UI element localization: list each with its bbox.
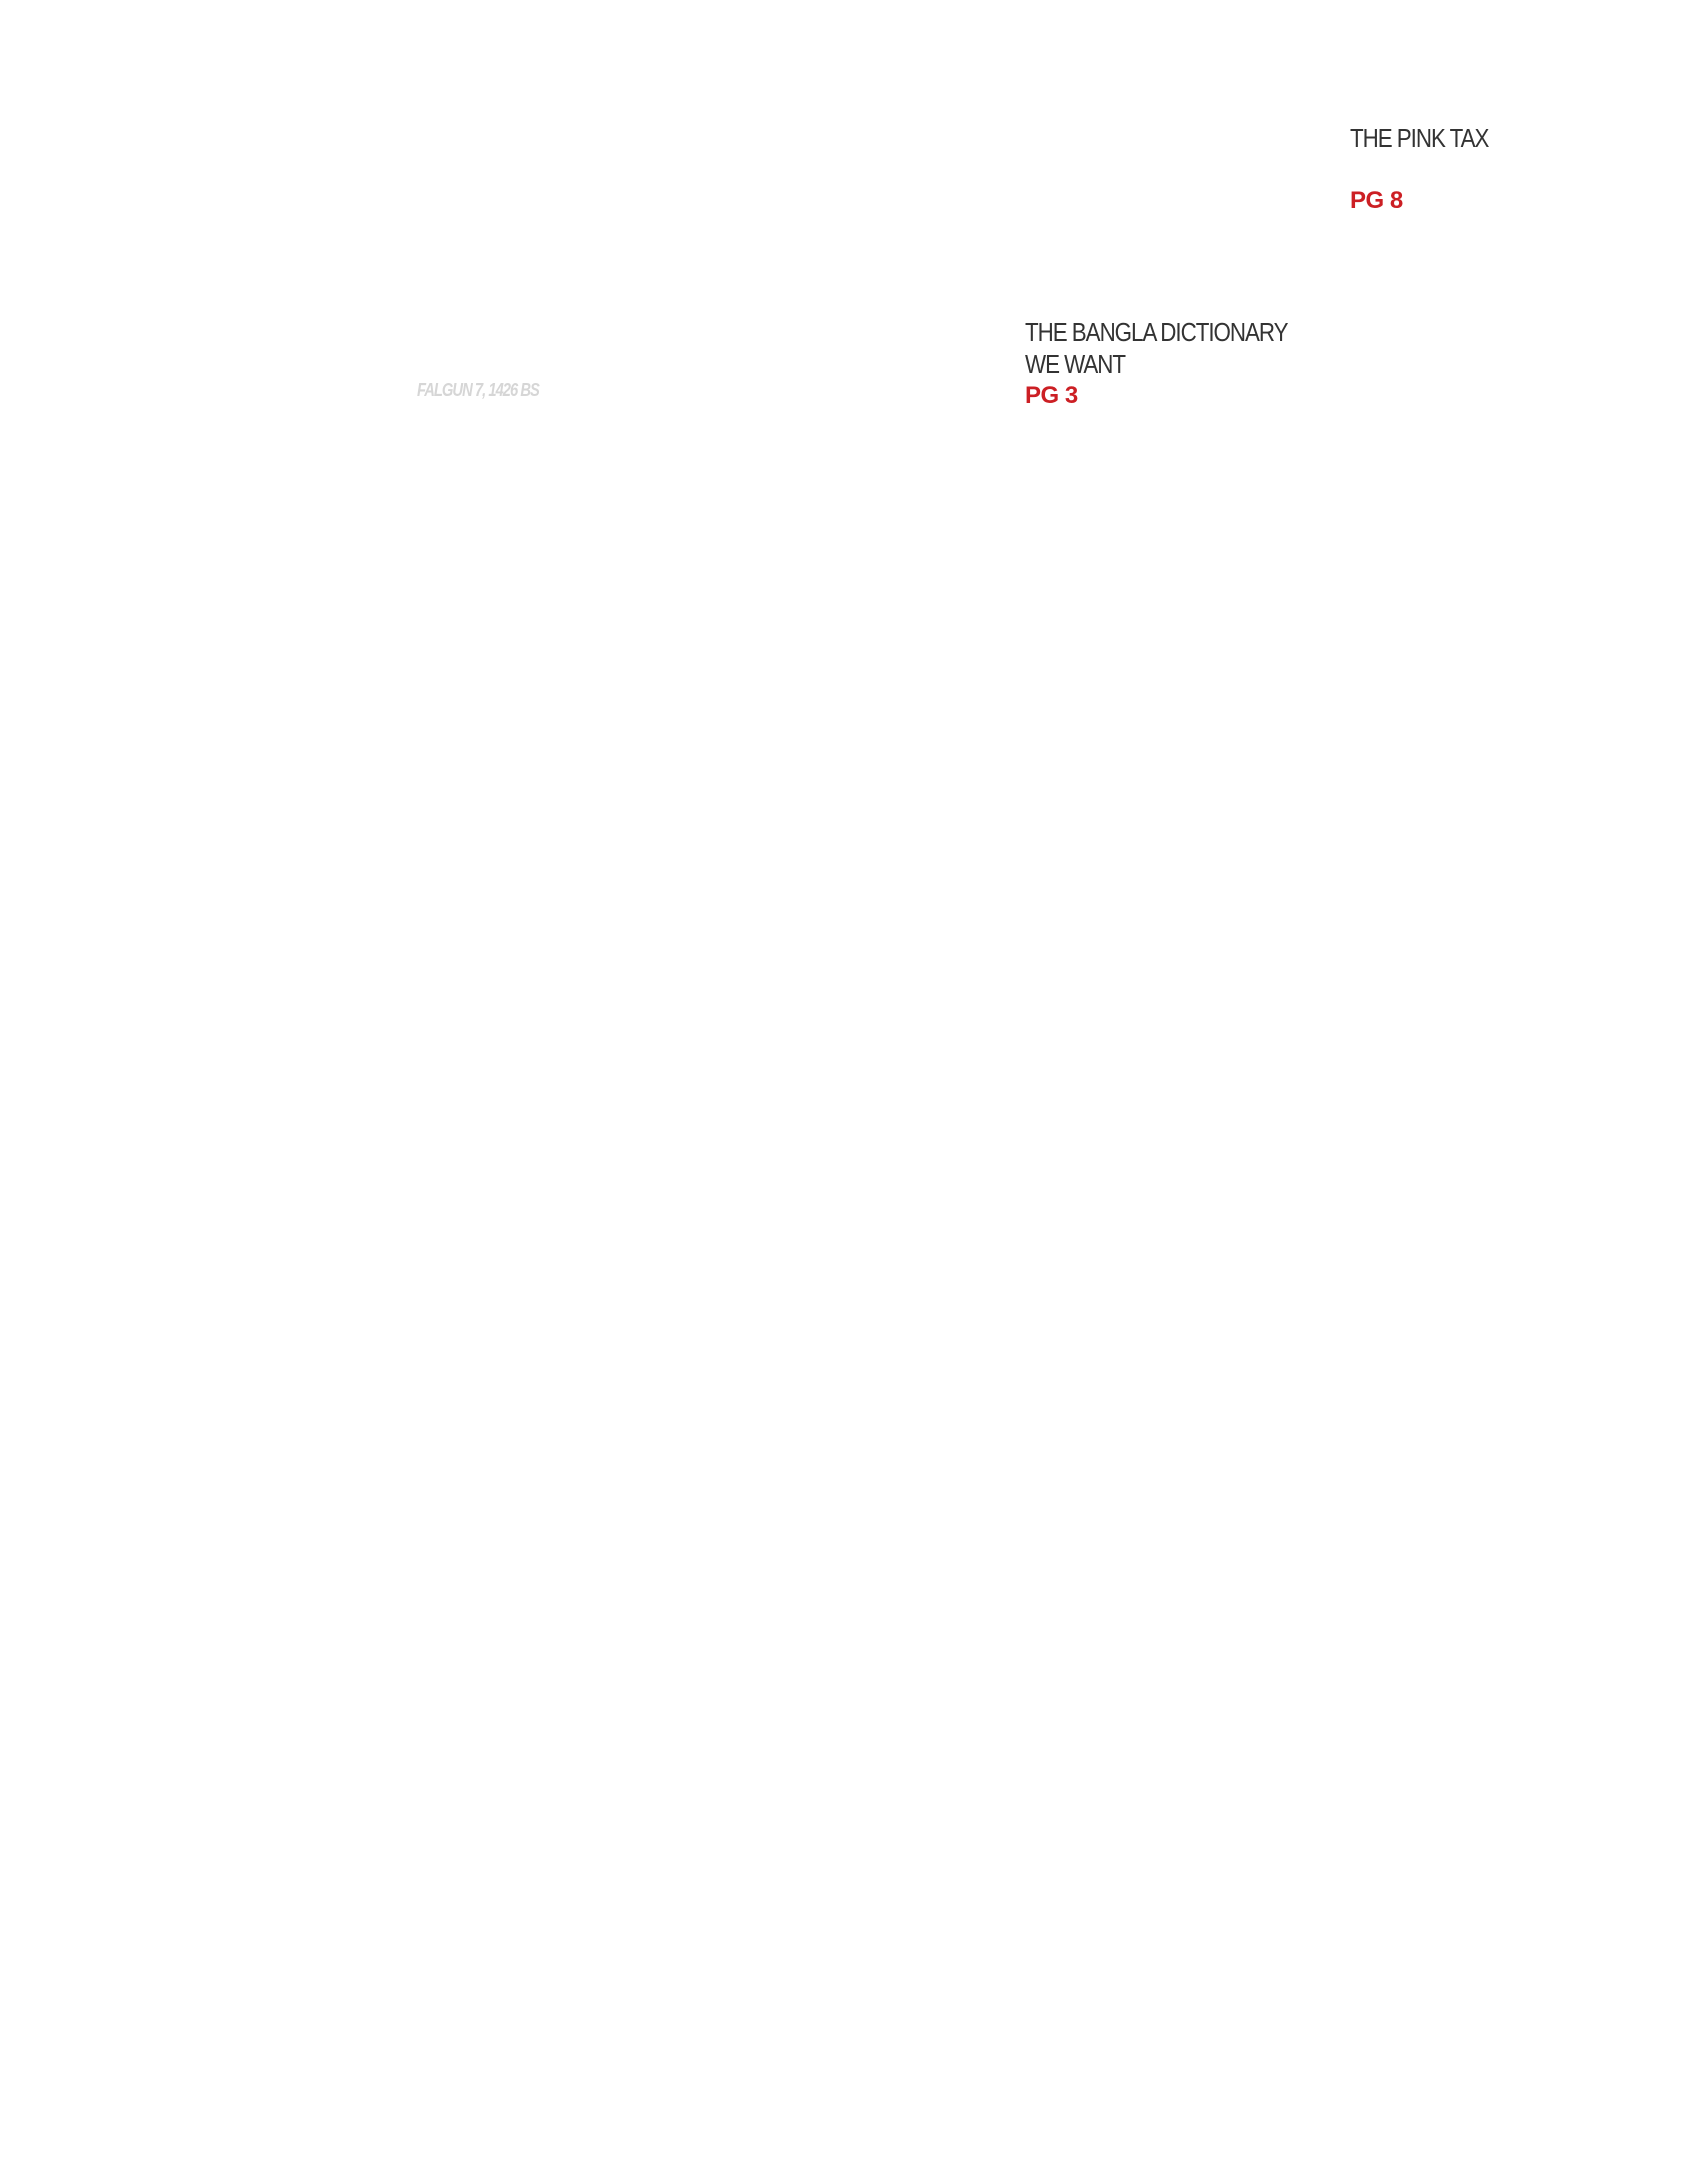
dateline: FALGUN 7, 1426 BS (417, 380, 539, 400)
teaser-title-bangla-dictionary-line2: WE WANT (1025, 349, 1126, 379)
teaser-title-bangla-dictionary-line1: THE BANGLA DICTIONARY (1025, 317, 1288, 347)
teaser-page-ref-pink-tax: PG 8 (1350, 187, 1403, 214)
teaser-page-ref-bangla-dictionary: PG 3 (1025, 382, 1078, 409)
teaser-title-pink-tax: THE PINK TAX (1350, 123, 1489, 153)
